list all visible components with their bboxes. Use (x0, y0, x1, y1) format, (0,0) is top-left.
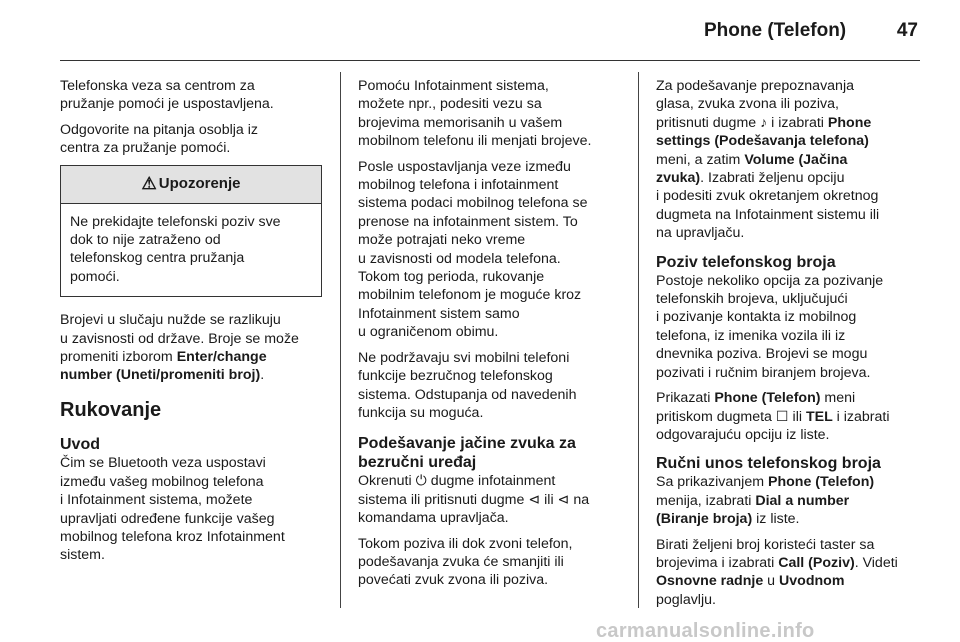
paragraph: Posle uspostavljanja veze između mobilnog telefona i infotainment sistema podaci mobilnog telefona se prenose na infotainment sistem. To može potrajati neko vreme u zavisnosti od modela telefona. Tokom tog perioda, rukovanje mobilnim telefonom je moguće kroz Infotainment sistem samo u ograničenom obimu. (358, 158, 588, 341)
warning-header (61, 166, 321, 204)
phone-settings-icon: ♪ (760, 114, 768, 131)
subsection-heading: Poziv telefonskog broja (656, 253, 836, 271)
column-2 (358, 77, 628, 597)
page-number: 47 (896, 20, 918, 41)
header-rule (60, 60, 920, 61)
warning-triangle-icon: ⚠ (141, 173, 157, 193)
warning-title: Upozorenje (158, 174, 241, 192)
column-divider-2 (638, 72, 639, 608)
phone-button-icon: ☐ (775, 408, 789, 425)
paragraph: Okrenuti ⏻ dugme infotainment sistema ili pritisnuti dugme ⊲ ili ⊲ na komandama upravljača. (358, 473, 590, 527)
subsection-heading: Podešavanje jačine zvuka za bezručni uređaj (358, 435, 576, 472)
subsection-heading: Uvod (60, 436, 100, 454)
paragraph: Čim se Bluetooth veza uspostavi između vašeg mobilnog telefona i Infotainment sistema, možete upravljati određene funkcije vašeg mobilnog telefona kroz Infotainment sistem. (60, 455, 285, 564)
page-title: Phone (Telefon) (704, 20, 847, 41)
watermark: carmanualsonline.info (596, 620, 815, 642)
volume-up-icon: ⊲ (528, 491, 541, 508)
column-3 (656, 77, 928, 616)
warning-body: Ne prekidajte telefonski poziv sve dok to nije zatraženo od telefonskog centra pružanja pomoći. (70, 213, 281, 285)
warning-box (60, 165, 322, 298)
paragraph: Sa prikazivanjem Phone (Telefon) menija, izabrati Dial a number (Biranje broja) iz liste. (656, 474, 875, 528)
power-knob-icon: ⏻ (415, 473, 427, 490)
paragraph: Birati željeni broj koristeći taster sa brojevima i izabrati Call (Poziv). Videti Osnovne radnje u Uvodnom poglavlju. (656, 536, 898, 608)
paragraph: Ne podržavaju svi mobilni telefoni funkcije bezručnog telefonskog sistema. Odstupanja od navedenih funkcija su moguća. (358, 349, 577, 421)
page-header (0, 0, 960, 62)
menu-ref-enter-change-cont: number (Uneti/promeniti broj) (60, 367, 261, 384)
paragraph: Tokom poziva ili dok zvoni telefon, podešavanja zvuka će smanjiti ili povećati zvuk zvona ili poziva. (358, 535, 573, 589)
column-divider-1 (340, 72, 341, 608)
subsection-heading: Ručni unos telefonskog broja (656, 455, 881, 473)
paragraph: Za podešavanje prepoznavanja glasa, zvuka zvona ili poziva, pritisnuti dugme ♪ i izabrati Phone settings (Podešavanja telefona) meni, a zatim Volume (Jačina zvuka). Izabrati željenu opciju i podesiti zvuk okretanjem okretnog dugmeta na Infotainment sistemu ili na upravljaču. (656, 78, 880, 242)
section-heading: Rukovanje (60, 398, 162, 421)
paragraph: Postoje nekoliko opcija za pozivanje telefonskih brojeva, uključujući i pozivanje kontakta iz mobilnog telefona, iz imenika vozila ili iz dnevnika poziva. Brojevi se mogu pozivati i ručnim biranjem brojeva. (656, 272, 884, 381)
paragraph: Prikazati Phone (Telefon) meni pritiskom dugmeta ☐ ili TEL i izabrati odgovarajuću opciju iz liste. (656, 390, 890, 443)
menu-ref-enter-change: Enter/change (176, 349, 267, 366)
volume-down-icon: ⊲ (557, 491, 570, 508)
column-1 (60, 77, 328, 572)
paragraph: Brojevi u slučaju nužde se razlikuju u zavisnosti od države. Broje se može promeniti izborom Enter/change number (Uneti/promeniti broj). (60, 312, 299, 384)
paragraph: Telefonska veza sa centrom za pružanje pomoći je uspostavljena. (60, 78, 274, 113)
paragraph: Pomoću Infotainment sistema, možete npr., podesiti vezu sa brojevima memorisanih u vašem mobilnom telefonu ili menjati brojeve. (358, 78, 592, 150)
paragraph: Odgovorite na pitanja osoblja iz centra za pružanje pomoći. (60, 121, 258, 157)
